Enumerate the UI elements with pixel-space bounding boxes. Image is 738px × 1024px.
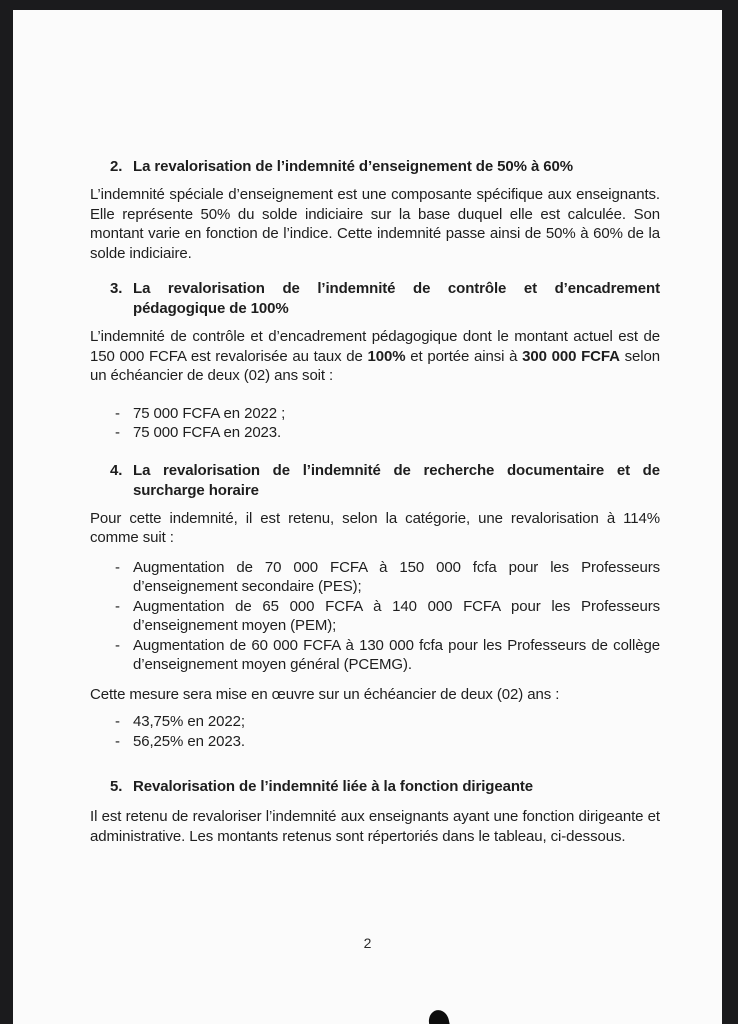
- section-3-bullet-list: [90, 404, 660, 443]
- section-3-title: La revalorisation de l’indemnité de contrôle et d’encadrement pédagogique de 100%: [133, 280, 660, 317]
- section-4-bullet-list-2: [90, 712, 660, 751]
- list-item: - Augmentation de 60 000 FCFA à 130 000 fcfa pour les Professeurs de collège d’enseignement moyen général (PCEMG).: [90, 636, 660, 675]
- page-number: 2: [363, 935, 372, 951]
- section-2-paragraph: L’indemnité spéciale d’enseignement est une composante spécifique aux enseignants. Elle représente 50% du solde indiciaire sur la base duquel elle est calculée. Son montant varie en fonction de l’indice. Cette indemnité passe ainsi de 50% à 60% de la solde indiciaire.: [90, 186, 660, 262]
- section-3-text-1: L’indemnité de contrôle et d’encadrement pédagogique dont le montant actuel est de 150 000 FCFA est revalorisée au taux de: [90, 328, 660, 365]
- list-item: - 43,75% en 2022;: [90, 712, 660, 732]
- section-3-number: 3.: [110, 280, 123, 297]
- list-item: - 75 000 FCFA en 2022 ;: [90, 404, 660, 424]
- section-5-title: Revalorisation de l’indemnité liée à la fonction dirigeante: [133, 778, 534, 795]
- list-item: - Augmentation de 65 000 FCFA à 140 000 FCFA pour les Professeurs d’enseignement moyen (PEM);: [90, 597, 660, 636]
- section-2-heading: [90, 157, 660, 177]
- section-2-number: 2.: [110, 158, 123, 175]
- ink-mark: [427, 1008, 452, 1024]
- section-4-heading: [90, 461, 660, 501]
- section-4-paragraph: Pour cette indemnité, il est retenu, selon la catégorie, une revalorisation à 114% comme suit :: [90, 509, 660, 546]
- section-5-number: 5.: [110, 778, 123, 795]
- section-3-paragraph: [90, 327, 660, 386]
- section-4-number: 4.: [110, 461, 123, 479]
- section-4-bullet-list: [90, 558, 660, 675]
- section-4-title: La revalorisation de l’indemnité de recherche documentaire et de surcharge horaire: [133, 461, 660, 499]
- list-item: - 75 000 FCFA en 2023.: [90, 423, 660, 443]
- section-4-paragraph-2: Cette mesure sera mise en œuvre sur un échéancier de deux (02) ans :: [90, 685, 560, 703]
- section-3-bold-amount: 300 000 FCFA: [522, 347, 620, 365]
- list-item: - Augmentation de 70 000 FCFA à 150 000 fcfa pour les Professeurs d’enseignement secondaire (PES);: [90, 558, 660, 597]
- section-5-paragraph: Il est retenu de revaloriser l’indemnité aux enseignants ayant une fonction dirigeante et administrative. Les montants retenus sont répertoriés dans le tableau, ci-dessous.: [90, 808, 660, 845]
- section-5-heading: [90, 777, 660, 797]
- section-2-title: La revalorisation de l’indemnité d’enseignement de 50% à 60%: [133, 158, 573, 175]
- document-page: [13, 10, 722, 1024]
- section-3-bold-rate: 100%: [367, 347, 406, 365]
- list-item: - 56,25% en 2023.: [90, 732, 660, 752]
- section-3-text-3: selon un échéancier de deux (02) ans soit :: [90, 347, 660, 384]
- document-content: [90, 10, 660, 846]
- section-3-text-2: et portée ainsi à: [405, 347, 523, 365]
- section-3-heading: [90, 279, 660, 319]
